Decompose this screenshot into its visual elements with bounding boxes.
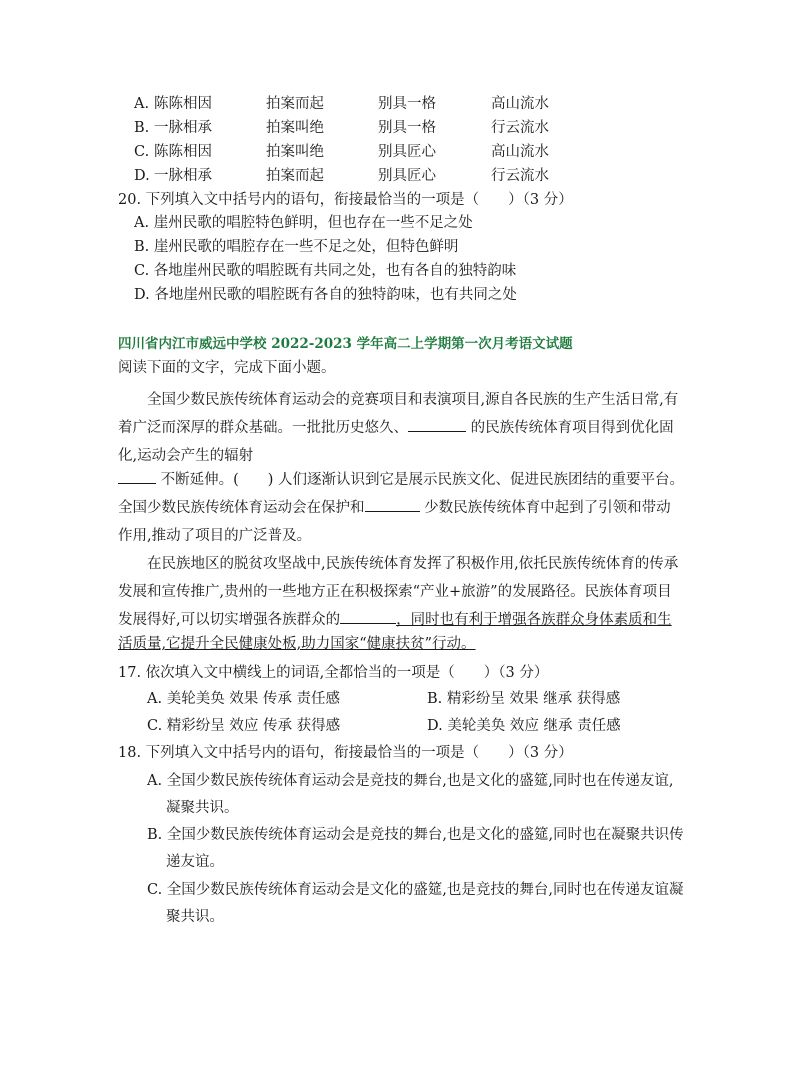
option-col2: 拍案而起 bbox=[266, 96, 324, 112]
blank-3 bbox=[365, 497, 420, 512]
option-label: B. bbox=[134, 120, 150, 136]
passage-text: 着广泛而深厚的群众基础。一批批历史悠久、 bbox=[118, 420, 408, 436]
passage-p1-line4 bbox=[118, 469, 684, 491]
q18-option-b-line2: 递友谊。 bbox=[166, 854, 224, 870]
q18-option-c-line2: 聚共识。 bbox=[166, 909, 224, 925]
passage-p1-line1: 全国少数民族传统体育运动会的竞赛项目和表演项目,源自各民族的生产生活日常,有 bbox=[147, 392, 679, 408]
passage-p2-line3 bbox=[118, 609, 672, 631]
q18-option-a-line1: A. 全国少数民族传统体育运动会是竞技的舞台,也是文化的盛筵,同时也在传递友谊, bbox=[147, 773, 674, 789]
passage-p1-line5 bbox=[118, 497, 671, 519]
q18-option-a-line2: 凝聚共识。 bbox=[166, 800, 239, 816]
passage-p1-line6: 作用,推动了项目的广泛普及。 bbox=[118, 528, 312, 544]
passage-text: 发展得好,可以切实增强各族群众的 bbox=[118, 612, 341, 628]
q17-option-d: D. 美轮美奂 效应 继承 责任感 bbox=[427, 718, 621, 734]
passage-p2-line1: 在民族地区的脱贫攻坚战中,民族传统体育发挥了积极作用,依托民族传统体育的传承 bbox=[147, 556, 679, 572]
passage-p1-line2 bbox=[118, 417, 674, 439]
q20-stem: 20. 下列填入文中括号内的语句，衔接最恰当的一项是（ ）（3 分） bbox=[118, 192, 573, 208]
underlined-sentence: ，同时也有利于增强各族群众身体素质和生 bbox=[396, 612, 672, 628]
q18-stem: 18. 下列填入文中括号内的语句，衔接最恰当的一项是（ ）（3 分） bbox=[118, 745, 573, 761]
option-col1: 一脉相承 bbox=[154, 120, 212, 136]
q17-option-a: A. 美轮美奂 效果 传承 责任感 bbox=[147, 691, 341, 707]
q20-option-b: B. 崖州民歌的唱腔存在一些不足之处，但特色鲜明 bbox=[134, 239, 459, 255]
q17-option-c: C. 精彩纷呈 效应 传承 获得感 bbox=[147, 718, 341, 734]
reading-instruction: 阅读下面的文字，完成下面小题。 bbox=[118, 360, 336, 376]
option-col3: 别具匠心 bbox=[378, 168, 436, 184]
option-col2: 拍案叫绝 bbox=[266, 120, 324, 136]
q18-option-b-line1: B. 全国少数民族传统体育运动会是竞技的舞台,也是文化的盛筵,同时也在凝聚共识传 bbox=[147, 827, 684, 843]
q20-option-c: C. 各地崖州民歌的唱腔既有共同之处，也有各自的独特韵味 bbox=[134, 263, 517, 279]
option-col4: 行云流水 bbox=[491, 168, 549, 184]
q17-option-b: B. 精彩纷呈 效果 继承 获得感 bbox=[427, 691, 621, 707]
option-col4: 高山流水 bbox=[491, 96, 549, 112]
blank-1 bbox=[408, 417, 466, 432]
option-col3: 别具一格 bbox=[378, 96, 436, 112]
q20-option-a: A. 崖州民歌的唱腔特色鲜明，但也存在一些不足之处 bbox=[134, 215, 473, 231]
option-label: A. bbox=[134, 96, 150, 112]
passage-p2-line4: 活质量,它提升全民健康处板,助力国家“健康扶贫”行动。 bbox=[118, 636, 476, 652]
option-label: D. bbox=[134, 168, 150, 184]
option-col1: 一脉相承 bbox=[154, 168, 212, 184]
passage-p2-line2: 发展和宣传推广,贵州的一些地方正在积极探索“产业+旅游”的发展路径。民族体育项目 bbox=[118, 584, 672, 600]
option-col4: 行云流水 bbox=[491, 120, 549, 136]
option-col3: 别具一格 bbox=[378, 120, 436, 136]
option-col2: 拍案叫绝 bbox=[266, 144, 324, 160]
option-col4: 高山流水 bbox=[491, 144, 549, 160]
blank-4 bbox=[340, 609, 396, 624]
passage-text: 少数民族传统体育中起到了引领和带动 bbox=[419, 500, 671, 516]
passage-p1-line3: 化,运动会产生的辐射 bbox=[118, 448, 254, 464]
option-label: C. bbox=[134, 144, 150, 160]
passage-text: 全国少数民族传统体育运动会在保护和 bbox=[118, 500, 365, 516]
option-col1: 陈陈相因 bbox=[154, 144, 212, 160]
source-title: 四川省内江市威远中学校 2022-2023 学年高二上学期第一次月考语文试题 bbox=[118, 336, 573, 352]
q18-option-c-line1: C. 全国少数民族传统体育运动会是文化的盛筵,也是竞技的舞台,同时也在传递友谊凝 bbox=[147, 882, 684, 898]
option-col1: 陈陈相因 bbox=[154, 96, 212, 112]
passage-text: 的民族传统体育项目得到优化固 bbox=[466, 420, 674, 436]
passage-text: 不断延伸。( ) 人们逐渐认识到它是展示民族文化、促进民族团结的重要平台。 bbox=[156, 472, 685, 488]
q20-option-d: D. 各地崖州民歌的唱腔既有各自的独特韵味，也有共同之处 bbox=[134, 287, 517, 303]
option-col2: 拍案而起 bbox=[266, 168, 324, 184]
blank-2 bbox=[118, 469, 156, 484]
q17-stem: 17. 依次填入文中横线上的词语,全都恰当的一项是（ ）（3 分） bbox=[118, 665, 549, 681]
option-col3: 别具匠心 bbox=[378, 144, 436, 160]
